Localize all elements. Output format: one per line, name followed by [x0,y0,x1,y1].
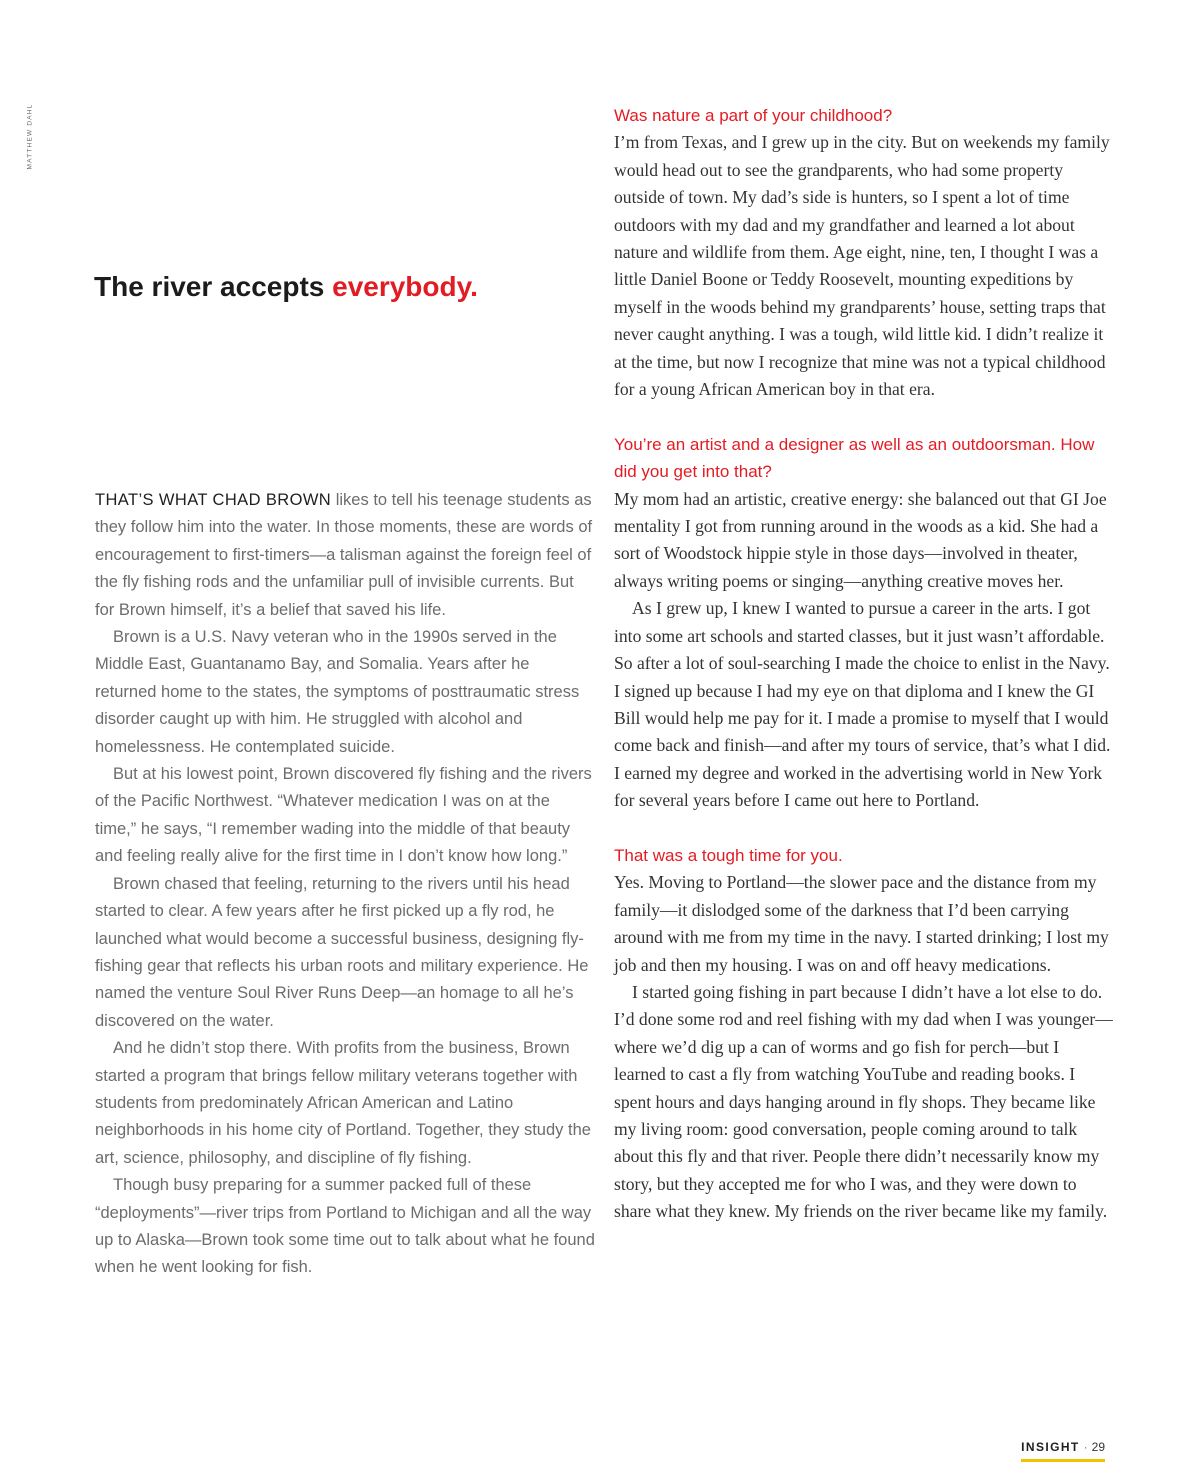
question: That was a tough time for you. [614,845,843,865]
page-number: 29 [1091,1440,1105,1454]
answer-paragraph: I started going fishing in part because I didn’t have a lot else to do. I’d done some rod and reel fishing with my dad when I was younger—where we’d dig up a can of worms and go fish for perch—but I learned to cast a fly from watching YouTube and reading books. I spent hours and days hanging around in fly shops. They became like my living room: good conversation, people coming around to talk about this fly and that river. People there didn’t necessarily know my story, but they accepted me for who I was, and they were down to share what they knew. My friends on the river became like my family. [614,981,1113,1222]
question: Was nature a part of your childhood? [614,106,893,125]
intro-column [95,487,595,1282]
intro-paragraph: Though busy preparing for a summer packed full of these “deployments”—river trips from Portland to Michigan and all the way up to Alaska—Brown took some time out to talk about what he found when he went looking for fish. [95,1176,595,1277]
page-footer [1021,1440,1105,1462]
photo-credit-text: MATTHEW DAHL [26,103,34,169]
lead-in: THAT’S WHAT CHAD BROWN [95,491,332,509]
interview-column [614,102,1114,1253]
answer-paragraph: As I grew up, I knew I wanted to pursue a career in the arts. I got into some art schools and started classes, but it just wasn’t affordable. So after a lot of soul-searching I made the choice to enlist in the Navy. I signed up because I had my eye on that diploma and I knew the GI Bill would help me pay for it. I made a promise to myself that I would come back and finish—and after my tours of service, that’s what I did. I earned my degree and worked in the advertising world in New York for several years before I came out here to Portland. [614,598,1111,811]
answer-paragraph: I’m from Texas, and I grew up in the city. But on weekends my family would head out to see the grandparents, who had some property outside of town. My dad’s side is hunters, so I spent a lot of time outdoors with my dad and my grandfather and learned a lot about nature and wildlife from them. Age eight, nine, ten, I thought I was a little Daniel Boone or Teddy Roosevelt, mounting expeditions by myself in the woods behind my grandparents’ house, setting traps that never caught anything. I was a tough, wild little kid. I didn’t realize it at the time, but now I recognize that mine was not a typical childhood for a young African American boy in that era. [614,132,1110,400]
folio-separator: · [1083,1440,1088,1454]
intro-paragraph: But at his lowest point, Brown discovered fly fishing and the rivers of the Pacific Northwest. “Whatever medication I was on at the time,” he says, “I remember wading into the middle of that beauty and feeling really alive for the first time in I don’t know how long.” [95,765,592,866]
footer-accent-bar [1021,1459,1105,1462]
pull-quote [94,266,478,308]
pull-quote-highlight: everybody. [332,271,478,302]
intro-paragraph: And he didn’t stop there. With profits from the business, Brown started a program that brings fellow military veterans together with students from predominately African American and Latino neighborhoods in his home city of Portland. Together, they study the art, science, philosophy, and discipline of fly fishing. [95,1039,591,1167]
intro-paragraph [95,487,595,624]
photo-credit [24,96,36,176]
pull-quote-text: The river accepts [94,271,333,302]
answer-paragraph: Yes. Moving to Portland—the slower pace and the distance from my family—it dislodged some of the darkness that I’d been carrying around with me from my time in the navy. I started drinking; I lost my job and then my housing. I was on and off heavy medications. [614,872,1109,975]
folio [1021,1440,1105,1454]
question: You’re an artist and a designer as well as an outdoorsman. How did you get into that? [614,434,1095,482]
section-label: INSIGHT [1021,1440,1080,1454]
intro-paragraph-text: likes to tell his teenage students as they follow him into the water. In those moments, these are words of encouragement to first-timers—a talisman against the foreign feel of the fly fishing rods and the unfamiliar pull of invisible currents. But for Brown himself, it’s a belief that saved his life. [95,491,593,619]
qa-block [614,431,1114,815]
answer-paragraph: My mom had an artistic, creative energy: she balanced out that GI Joe mentality I got from running around in the woods as a kid. She had a sort of Woodstock hippie style in those days—involved in theater, always writing poems or singing—anything creative moves her. [614,488,1107,591]
qa-block [614,102,1114,403]
intro-paragraph: Brown chased that feeling, returning to the rivers until his head started to clear. A few years after he first picked up a fly rod, he launched what would become a successful business, designing fly-fishing gear that reflects his urban roots and military experience. He named the venture Soul River Runs Deep—an homage to all he’s discovered on the water. [95,874,589,1030]
intro-paragraph: Brown is a U.S. Navy veteran who in the 1990s served in the Middle East, Guantanamo Bay, and Somalia. Years after he returned home to the states, the symptoms of posttraumatic stress disorder caught up with him. He struggled with alcohol and homelessness. He contemplated suicide. [95,628,580,756]
qa-block [614,842,1114,1226]
